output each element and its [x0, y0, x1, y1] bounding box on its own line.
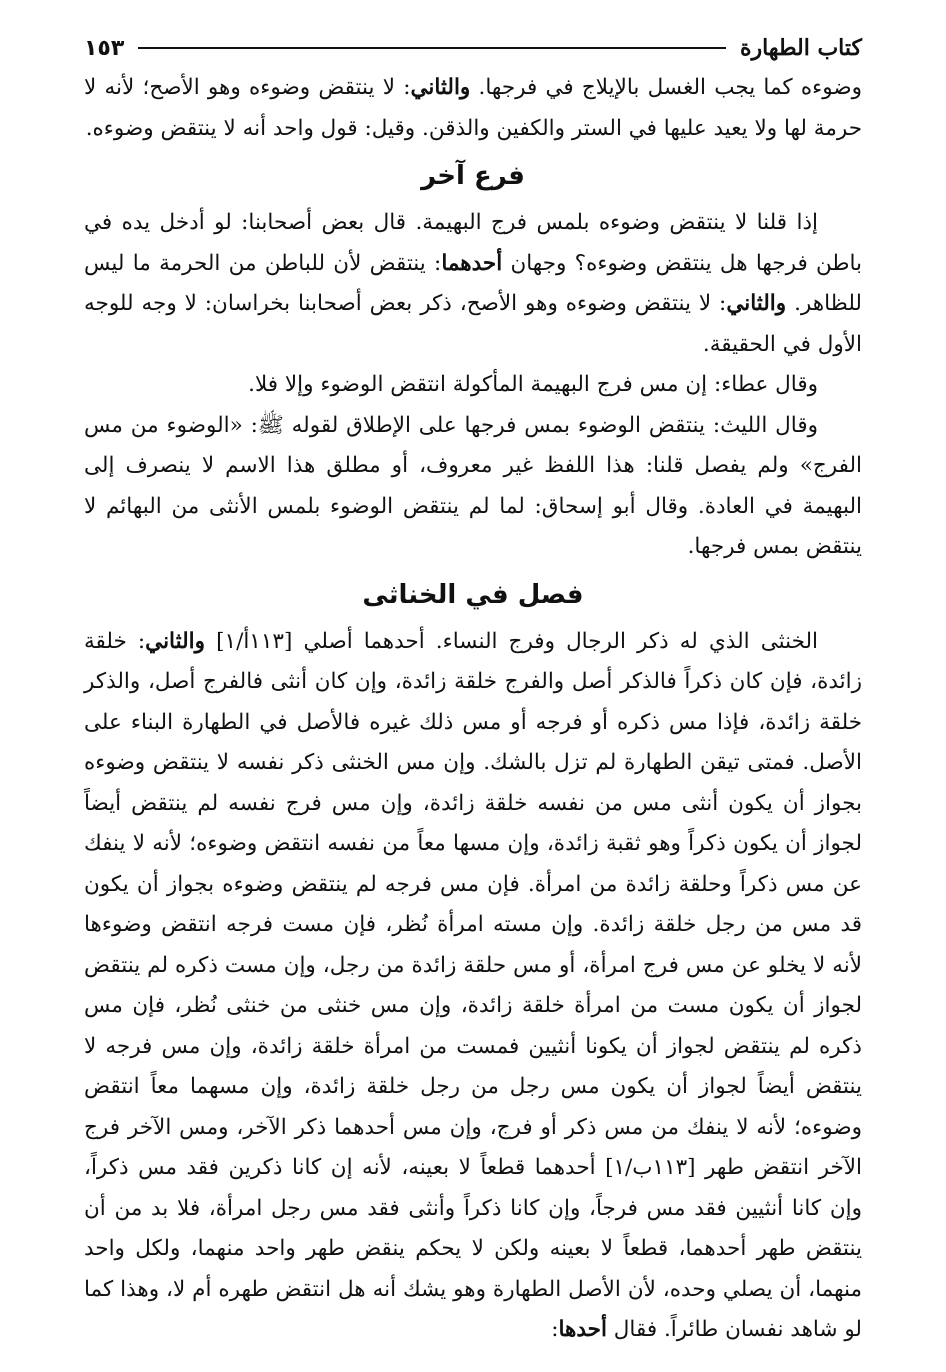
text-run: : خلقة زائدة، فإن كان ذكراً فالذكر أصل والفرج خلقة زائدة، وإن كان أنثى فالفرج أصل، والذكر خلقة زائدة، فإذا مس ذكره أو فرجه أو مس ذلك غيره فالأصل في الطهارة البناء على الأصل. فمتى تيقن الطهارة لم تزل بالشك. وإن مس الخنثى ذكر نفسه لا ينتقض وضوءه بجواز أن يكون أنثى مس من نفسه خلقة زائدة، وإن مس فرج نفسه لم ينتقض أيضاً لجواز أن يكون ذكراً وهو ثقبة زائدة، وإن مسها معاً من نفسه انتقض وضوءه؛ لأنه لا ينفك عن مس ذكراً وحلقة زائدة من امرأة. فإن مس فرجه لم ينتقض وضوءه بجواز أن يكون قد مس من رجل خلقة زائدة. وإن مسته امرأة نُظر، فإن مست فرجه انتقض وضوءها لأنه لا يخلو عن مس فرج امرأة، أو مس حلقة زائدة من رجل، وإن مست ذكره لم ينتقض لجواز أن يكون مست من امرأة خلقة زائدة، وإن مس خنثى من خنثى نُظر، فإن مس ذكره لم ينتقض لجواز أن يكونا أنثيين فمست من امرأة خلقة زائدة، وإن مس فرجه لا ينتقض أيضاً لجواز أن يكون مس رجل من رجل خلقة زائدة، وإن مسهما معاً انتقض وضوءه؛ لأنه لا ينفك من مس ذكر أو فرج، وإن مس أحدهما ذكر الآخر، ومس الآخر فرج الآخر انتقض طهر [١١٣ب/١] أحدهما قطعاً لا بعينه، لأنه إن كانا ذكرين فقد مس ذكراً، وإن كانا أنثيين فقد مس فرجاً، وإن كانا ذكراً وأنثى فقد مس رجل امرأة، فلا بد من أن ينتقض طهر أحدهما، قطعاً لا بعينه ولكن لا يحكم ينقض طهر واحد منهما، ولكل واحد منهما، أن يصلي وحده، لأن الأصل الطهارة وهو يشك أنه هل انتقض طهره أم لا، وهذا كما لو شاهد نفسان طائراً. فقال	[84, 628, 863, 1342]
bold-term: أحدها	[558, 1317, 607, 1342]
bold-term: أحدهما	[441, 250, 503, 276]
bold-term: والثاني	[410, 75, 471, 100]
section-heading-1: فرع آخر	[421, 161, 525, 191]
section-heading-2: فصل في الخناثى	[362, 579, 584, 610]
bold-term: والثاني	[145, 628, 206, 654]
book-title: كتاب الطهارة	[739, 35, 862, 61]
text-run: إذا قلنا لا ينتقض وضوءه بلمس فرج البهيمة. قال بعض أصحابنا: لو أدخل يده في باطن فرجها هل ينتقض وضوءه؟ وجهان	[84, 210, 863, 276]
paragraph-5	[84, 622, 862, 1351]
text-run: وضوءه كما يجب الغسل بالإيلاج في فرجها.	[478, 75, 862, 100]
paragraph-4: وقال الليث: ينتقض الوضوء بمس فرجها على الإطلاق لقوله ﷺ: «الوضوء من مس الفرج» ولم يفصل قلنا: هذا اللفظ غير معروف، أو مطلق هذا الاسم لا ينصرف إلى البهيمة في العادة. وقال أبو إسحاق: لما لم ينتقض الوضوء بلمس الأنثى من البهائم لا ينتقض بمس فرجها.	[84, 412, 862, 559]
paragraph-2	[84, 203, 862, 365]
header-rule	[138, 47, 726, 49]
page-number: ١٥٣	[84, 35, 125, 61]
text-run: :	[551, 1317, 559, 1342]
text-run: : ينتقض لأن للباطن من الحرمة ما ليس للظاهر.	[84, 250, 862, 316]
bold-term: والثاني	[726, 291, 787, 316]
running-header	[84, 28, 862, 68]
text-run: : لا ينتقض وضوءه وهو الأصح؛ لأنه لا حرمة لها ولا يعيد عليها في الستر والكفين والذقن. وقيل: قول واحد أنه لا ينتقض وضوءه.	[84, 75, 862, 141]
paragraph-1	[84, 68, 862, 149]
paragraph-3: وقال عطاء: إن مس فرج البهيمة المأكولة انتقض الوضوء وإلا فلا.	[248, 372, 818, 397]
text-run: الخنثى الذي له ذكر الرجال وفرج النساء. أحدهما أصلي [١١٣أ/١]	[216, 628, 818, 654]
text-run: : لا ينتقض وضوءه وهو الأصح، ذكر بعض أصحابنا بخراسان: لا وجه للوجه الأول في الحقيقة.	[84, 291, 862, 357]
